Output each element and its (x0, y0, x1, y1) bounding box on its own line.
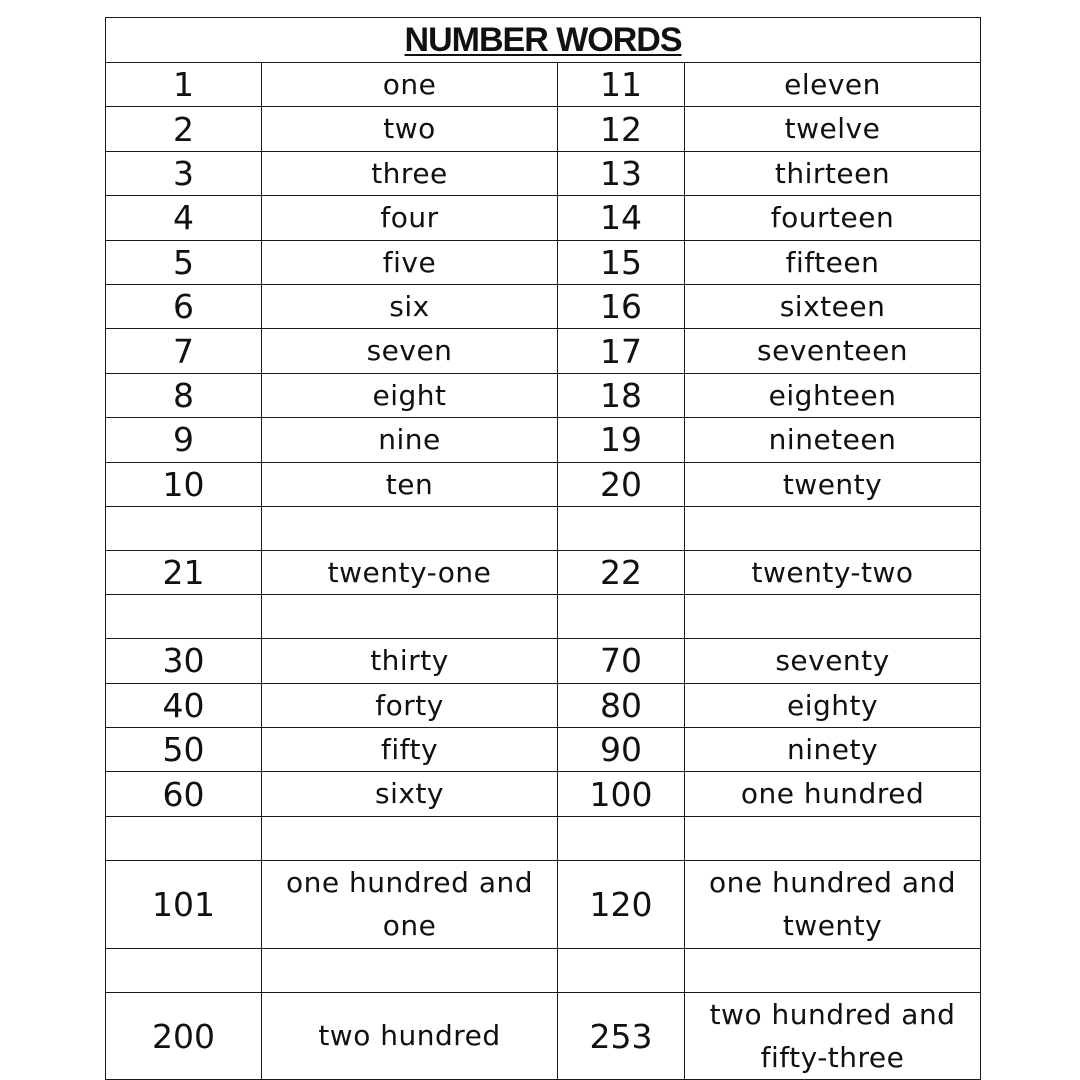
number-cell: 13 (558, 151, 685, 195)
number-cell: 2 (106, 107, 262, 151)
word-cell: two hundred (262, 992, 558, 1080)
number-cell: 200 (106, 992, 262, 1080)
number-cell: 3 (106, 151, 262, 195)
word-cell: twenty-two (685, 550, 981, 594)
blank-cell (558, 816, 685, 860)
number-cell: 10 (106, 462, 262, 506)
number-cell: 100 (558, 772, 685, 816)
word-cell: eight (262, 373, 558, 417)
number-cell: 90 (558, 728, 685, 772)
word-cell: sixteen (685, 284, 981, 328)
word-cell: twenty (685, 462, 981, 506)
table-row (106, 107, 981, 151)
blank-cell (262, 506, 558, 550)
blank-cell (685, 948, 981, 992)
number-cell: 253 (558, 992, 685, 1080)
table-row (106, 240, 981, 284)
blank-cell (558, 595, 685, 639)
blank-cell (558, 506, 685, 550)
table-row (106, 992, 981, 1080)
word-cell: two (262, 107, 558, 151)
table-row (106, 860, 981, 948)
word-cell: fourteen (685, 196, 981, 240)
table-row (106, 329, 981, 373)
word-cell: nine (262, 418, 558, 462)
word-cell: seven (262, 329, 558, 373)
word-cell: one hundred and twenty (685, 860, 981, 948)
word-cell: ninety (685, 728, 981, 772)
table-row (106, 462, 981, 506)
table-row (106, 639, 981, 683)
number-cell: 12 (558, 107, 685, 151)
table-row (106, 683, 981, 727)
word-cell: one hundred and one (262, 860, 558, 948)
word-cell: sixty (262, 772, 558, 816)
word-cell: eleven (685, 63, 981, 107)
number-cell: 50 (106, 728, 262, 772)
word-cell: nineteen (685, 418, 981, 462)
word-cell: forty (262, 683, 558, 727)
number-cell: 4 (106, 196, 262, 240)
blank-cell (262, 595, 558, 639)
table-row (106, 772, 981, 816)
blank-row (106, 948, 981, 992)
number-cell: 22 (558, 550, 685, 594)
word-cell: one (262, 63, 558, 107)
number-cell: 20 (558, 462, 685, 506)
word-cell: thirty (262, 639, 558, 683)
word-cell: three (262, 151, 558, 195)
table-row (106, 196, 981, 240)
word-cell: ten (262, 462, 558, 506)
title-row (106, 18, 981, 63)
table-row (106, 284, 981, 328)
number-cell: 80 (558, 683, 685, 727)
word-cell: seventeen (685, 329, 981, 373)
number-cell: 11 (558, 63, 685, 107)
number-cell: 17 (558, 329, 685, 373)
number-cell: 70 (558, 639, 685, 683)
table-row (106, 373, 981, 417)
blank-cell (558, 948, 685, 992)
number-cell: 7 (106, 329, 262, 373)
blank-cell (262, 816, 558, 860)
blank-row (106, 595, 981, 639)
table-row (106, 63, 981, 107)
table-row (106, 728, 981, 772)
number-cell: 15 (558, 240, 685, 284)
word-cell: five (262, 240, 558, 284)
word-cell: one hundred (685, 772, 981, 816)
number-cell: 18 (558, 373, 685, 417)
number-cell: 40 (106, 683, 262, 727)
number-cell: 1 (106, 63, 262, 107)
number-cell: 60 (106, 772, 262, 816)
number-cell: 30 (106, 639, 262, 683)
number-cell: 6 (106, 284, 262, 328)
blank-cell (685, 816, 981, 860)
number-cell: 9 (106, 418, 262, 462)
page-title: NUMBER WORDS (404, 20, 682, 59)
blank-row (106, 506, 981, 550)
table-row (106, 418, 981, 462)
blank-cell (106, 816, 262, 860)
number-cell: 101 (106, 860, 262, 948)
word-cell: eighteen (685, 373, 981, 417)
blank-cell (106, 506, 262, 550)
number-cell: 8 (106, 373, 262, 417)
word-cell: twelve (685, 107, 981, 151)
word-cell: two hundred and fifty-three (685, 992, 981, 1080)
word-cell: four (262, 196, 558, 240)
blank-cell (685, 506, 981, 550)
number-cell: 16 (558, 284, 685, 328)
word-cell: thirteen (685, 151, 981, 195)
word-cell: fifty (262, 728, 558, 772)
number-cell: 5 (106, 240, 262, 284)
word-cell: seventy (685, 639, 981, 683)
blank-cell (685, 595, 981, 639)
word-cell: twenty-one (262, 550, 558, 594)
number-cell: 14 (558, 196, 685, 240)
blank-cell (106, 948, 262, 992)
number-words-table (105, 17, 981, 1080)
title-cell (106, 18, 981, 63)
blank-row (106, 816, 981, 860)
word-cell: eighty (685, 683, 981, 727)
number-cell: 21 (106, 550, 262, 594)
blank-cell (262, 948, 558, 992)
table-row (106, 550, 981, 594)
blank-cell (106, 595, 262, 639)
table-row (106, 151, 981, 195)
number-cell: 120 (558, 860, 685, 948)
word-cell: six (262, 284, 558, 328)
number-cell: 19 (558, 418, 685, 462)
word-cell: fifteen (685, 240, 981, 284)
